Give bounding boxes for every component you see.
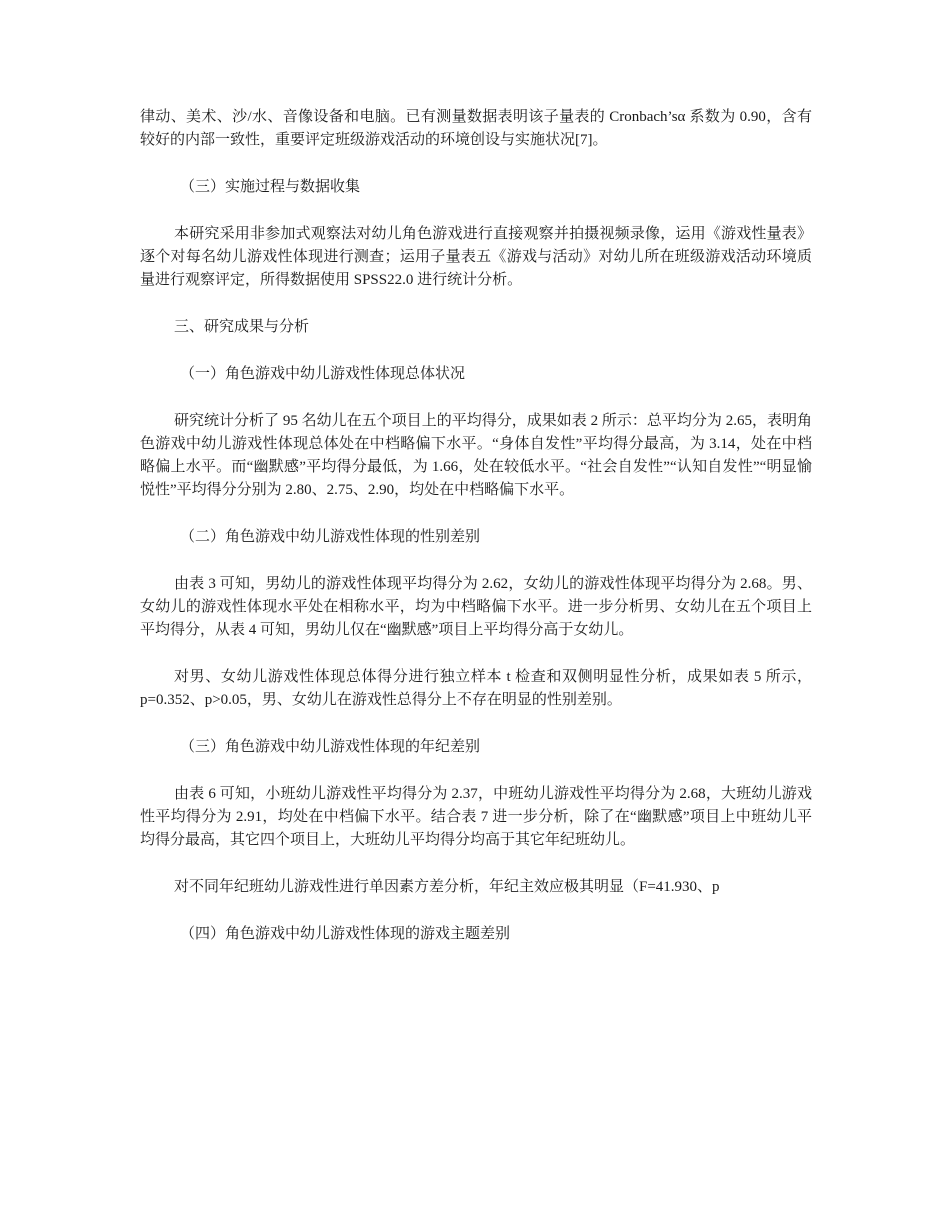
document-page (140, 106, 812, 970)
heading-gender-difference: （二）角色游戏中幼儿游戏性体现的性别差别 (180, 529, 481, 545)
paragraph-age-anova: 对不同年纪班幼儿游戏性进行单因素方差分析，年纪主效应极其明显（F=41.930、p (174, 879, 720, 895)
heading-implementation-process: （三）实施过程与数据收集 (180, 179, 361, 195)
heading-theme-difference: （四）角色游戏中幼儿游戏性体现的游戏主题差别 (180, 926, 511, 942)
paragraph-gender-ttest: 对男、女幼儿游戏性体现总体得分进行独立样本 t 检查和双侧明显性分析，成果如表 5 所示，p=0.352、p>0.05，男、女幼儿在游戏性总得分上不存在明显的性别差别。 (140, 669, 812, 708)
heading-results-analysis: 三、研究成果与分析 (174, 319, 310, 335)
paragraph-cronbach-alpha: 律动、美术、沙/水、音像设备和电脑。已有测量数据表明该子量表的 Cronbach’sα 系数为 0.90，含有较好的内部一致性，重要评定班级游戏活动的环境创设与实施状况[7]。 (140, 109, 812, 148)
paragraph-overall-status: 研究统计分析了 95 名幼儿在五个项目上的平均得分，成果如表 2 所示：总平均分为 2.65，表明角色游戏中幼儿游戏性体现总体处在中档略偏下水平。“身体自发性”平均得分最高，为 3.14，处在中档略偏上水平。而“幽默感”平均得分最低，为 1.66，处在较低水平。“社会自发性”“认知自发性”“明显愉悦性”平均得分分别为 2.80、2.75、2.90，均处在中档略偏下水平。 (140, 413, 812, 498)
paragraph-method: 本研究采用非参加式观察法对幼儿角色游戏进行直接观察并拍摄视频录像，运用《游戏性量表》逐个对每名幼儿游戏性体现进行测查；运用子量表五《游戏与活动》对幼儿所在班级游戏活动环境质量进行观察评定，所得数据使用 SPSS22.0 进行统计分析。 (140, 226, 812, 288)
paragraph-gender-scores: 由表 3 可知，男幼儿的游戏性体现平均得分为 2.62，女幼儿的游戏性体现平均得分为 2.68。男、女幼儿的游戏性体现水平处在相称水平，均为中档略偏下水平。进一步分析男、女幼儿在五个项目上平均得分，从表 4 可知，男幼儿仅在“幽默感”项目上平均得分高于女幼儿。 (140, 576, 812, 638)
heading-age-difference: （三）角色游戏中幼儿游戏性体现的年纪差别 (180, 739, 481, 755)
heading-overall-status: （一）角色游戏中幼儿游戏性体现总体状况 (180, 366, 466, 382)
paragraph-age-scores: 由表 6 可知，小班幼儿游戏性平均得分为 2.37，中班幼儿游戏性平均得分为 2.68，大班幼儿游戏性平均得分为 2.91，均处在中档偏下水平。结合表 7 进一步分析，除了在“幽默感”项目上中班幼儿平均得分最高，其它四个项目上，大班幼儿平均得分均高于其它年纪班幼儿。 (140, 786, 812, 848)
